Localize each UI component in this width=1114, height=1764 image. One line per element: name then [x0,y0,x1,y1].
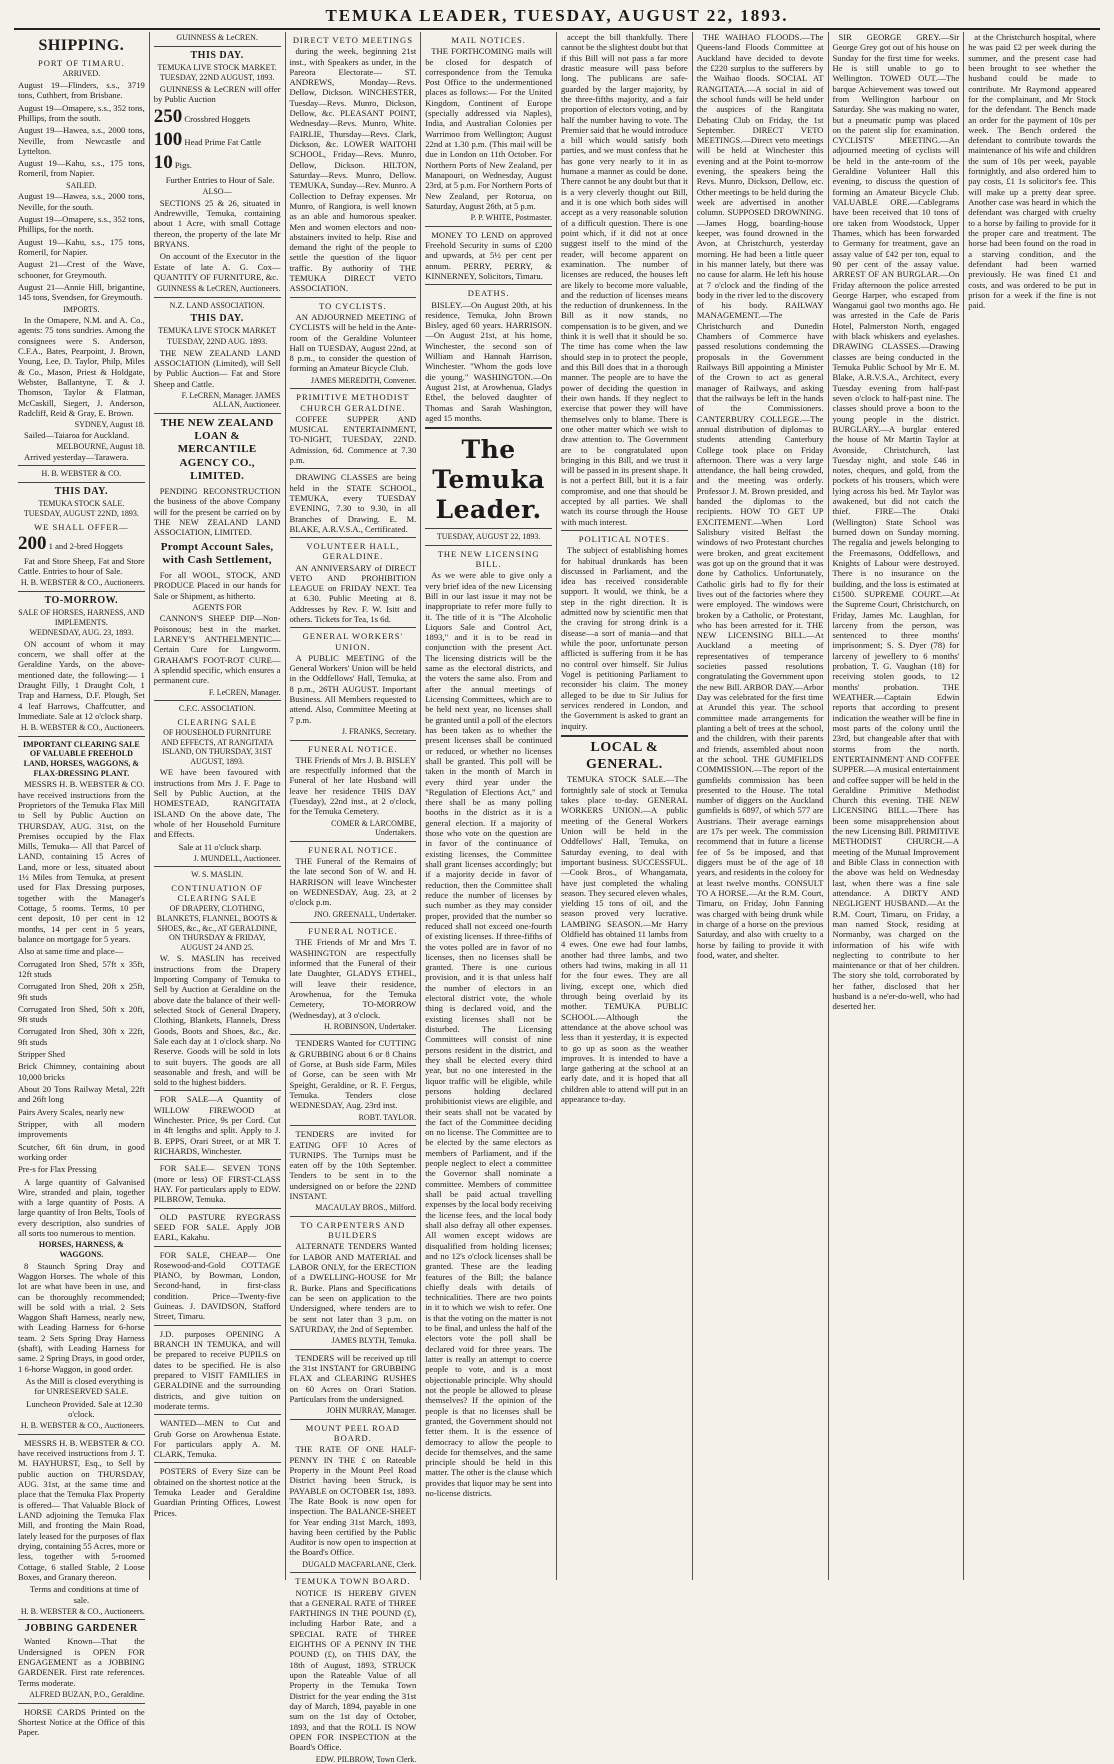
cyclists-heading: TO CYCLISTS. [319,300,387,311]
sale-item-9: Stripper, with all modern improvements [18,1118,145,1140]
maslin-text: W. S. MASLIN has received instructions from the Drapery Importing Company of Temuka to Sell by Auction at Geraldine on the above date the balance of their well-selected Stock of General Drapery, Clothing, Blankets, Flannels, Dress Goods, Boots and Shoes, &c., &c. Sale each day at 1 o'clock sharp. No Reserve. Goods will be sold in lots to suit buyers. The goods are all seasonable and fresh, and will be sold to the highest bidders. [153,953,281,1088]
firm-signature-1: H. B. WEBSTER & CO., Auctioneers. [20,578,145,588]
continuation-heading: CONTINUATION OF CLEARING SALE [171,883,263,904]
sale-item-5: Stripper Shed [18,1049,66,1060]
carpenters-text: ALTERNATE TENDERS Wanted for LABOR AND MATERIAL and LABOR ONLY, for the ERECTION of a DWELLING-HOUSE for Mr R. Burke. Plans and Specifications can be seen on application to the Undersigned, where tenders are to be sent not later than 3 p.m. on SATURDAY, the 2nd of September. [289,1241,417,1334]
also-2: ALSO— [202,187,232,197]
local-text: TEMUKA STOCK SALE.—The fortnightly sale of stock at Temuka takes place to-day. GENERAL WORKERS UNION.—A public meeting of the General Workers Union will be held in the Oddfellows' Hall, Temuka, on Saturday evening, to deal with important business. SUCCESSFUL.—Cook Bros., of Whangamata, have just completed the whaling season. They secured eleven whales, yielding 15 tons of oil, and the season proved very lucrative. LAMBING SEASON.—Mr Harry Oldfield has obtained 11 lambs from 4 ewes. One ewe had four lambs, another had three lambs, and two others had twins, making in all 11 for the four ewes. They are all living, except one, which died through being overlaid by its mother. TEMUKA PUBLIC SCHOOL.—Although the attendance at the above school was less than it yesterday, it is expected to go up as soon as the weather improves. It is intended to have a large gathering at the school at an early date, and it is hoped that all children able to attend will put in an appearance to-day. [561,774,688,1105]
firm-signature-3: H. B. WEBSTER & CO., Auctioneers. [20,1421,145,1431]
this-day-3: THIS DAY. [190,313,244,325]
funeral3-text: THE Friends of Mr and Mrs T. WASHINGTON are respectfully informed that the Funeral of their late Daughter, GLADYS ETHEL, will leave their residence, Arowhenua, for the Temuka Cemetery, TO-MORROW (Wednesday), at 3 o'clock. [289,937,417,1020]
arrived-heading: ARRIVED. [62,69,101,79]
gl-signature: GUINNESS & LeCREN, Auctioneers. [156,284,281,294]
tenders2-text: TENDERS are invited for EATING OFF 10 Acres of TURNIPS. The Turnips must be eaten off by the 10th September. Tenders to be sent in to the undersigned on or before the 22ND INSTANT. [289,1129,417,1202]
mill-closed: As the Mill is closed everything is for UNRESERVED SALE. [25,1376,144,1397]
peel-text: THE RATE OF ONE HALF-PENNY IN THE £ on Rateable Property in the Mount Peel Road District having been Struck, is PAYABLE on OCTOBER 1st, 1893. The Rate Book is now open for inspection. The BALANCE-SHEET for Year ending 31st March, 1893, having been certified by the Public Auditor is now open to inspection at the Board's Office. [289,1444,417,1558]
coffee-text: COFFEE SUPPER AND MUSICAL ENTERTAINMENT, TO-NIGHT, TUESDAY, 22ND. Admission, 6d. Commence at 7.30 p.m. [289,413,417,465]
sale-item-10: Scutcher, 6ft 6in drum, in good working order [18,1141,145,1162]
mail-signature: P. P. WHITE, Postmaster. [470,213,552,223]
town-signature: EDW. PILBROW, Town Clerk. [315,1754,417,1764]
gl-intro: GUINNESS & LeCREN will offer by Public Auction [153,83,281,105]
clearing-sub: OF HOUSEHOLD FURNITURE AND EFFECTS, AT RANGITATA ISLAND, ON THURSDAY, 31ST AUGUST, 1893. [160,727,274,766]
gorse-ad: WANTED—MEN to Cut and Grub Gorse on Arowhenua Estate. For particulars apply A. M. CLARK, Temuka. [153,1418,281,1460]
deaths-heading: DEATHS. [467,288,510,299]
sailing-5: August 21—Annie Hill, brigantine, 145 tons, Svendsen, for Greymouth. [18,281,145,303]
column-4 [421,32,557,1580]
agents-text: CANNON'S SHEEP DIP—Non-Poisonous; best in the market. LARNEY'S ANTHELMENTIC—Certain Cure for Lungworm. GRAHAM'S FOOT-ROT CURE—A splendid specific, which ensures a permanent cure. [153,613,281,686]
imports-heading: IMPORTS. [63,304,100,314]
local-news-col8: at the Christchurch hospital, where he was paid £2 per week during the summer, and the present case had been brought to see whether the husband could be made to contribute. Mr Raymond appeared for the complainant, and Mr Stock for the defendant. The Bench made an order for the payment of 10s per week. The Bench ordered the defendant to contribute towards the maintenance of his wife and children the sum of 10s per week, payable fortnightly, and also ordered him to pay costs, £1 1s solicitor's fee. This will make up a pretty dear spree. Another case was heard in which the defendant was charged with cruelty to a horse by failing to provide for it the proper care and treatment. The horse had been found on the road in a starving condition, and the defendant had been warned previously. He was fined £1 and costs, and was ordered to be put in prison for a week if the fine is not paid. [968,32,1096,311]
also-line: Also at same time and place— [18,946,124,957]
sailing-1: August 19—Hawea, s.s., 2000 tons, Neville, for the south. [18,191,145,212]
arrival-1: August 19—Flinders, s.s., 3719 tons, Cuthbert, from Brisbane. [18,79,145,101]
sailing-2: August 19—Omapere, s.s., 352 tons, Phillips, for the north. [18,214,145,235]
flax-text: TENDERS will be received up till the 31st INSTANT for GRUBBING FLAX and CLEARING RUSHES on 60 Acres on Orari Station. Particulars from the undersigned. [289,1352,417,1405]
political-heading: POLITICAL NOTES. [578,534,670,544]
agents-signature: F. LeCREN, Manager. [208,687,281,697]
ryegrass-ad: OLD PASTURE RYEGRASS SEED FOR SALE. Apply JOB EARL, Kakahu. [153,1211,281,1243]
cfc-time: Sale at 11 o'clock sharp. [178,841,262,852]
funeral1-heading: FUNERAL NOTICE. [308,743,398,754]
column-2 [150,32,286,1580]
sailing-4: August 21—Crest of the Wave, schooner, for Greymouth. [18,259,145,280]
workers-signature: J. FRANKS, Secretary. [341,726,417,736]
mail-text: THE FORTHCOMING mails will be closed for despatch of correspondence from the Temuka Post Office to the undermentioned places as follows:— For the United Kingdom, Continent of Europe (specially addressed via Naples), India, and Australian Colonies per Warrimoo from Wellington; August 22nd at 1.30 p.m. (This mail will be due in London on 11th October. For Northern Ports of New Zealand, per Manapouri, on Wednesday, August 23rd, at 5 p.m. For Northern Ports of New Zealand, per Rotorua, on Saturday, August 26th, at 5 p.m. [425,46,552,211]
shipping-heading: SHIPPING. [38,37,125,54]
sale-item-2: Corrugated Iron Shed, 20ft x 25ft, 9ft studs [18,981,145,1002]
stock-sale-date: TUESDAY, AUGUST 22ND, 1893. [23,509,139,519]
local-news-col7: SIR GEORGE GREY.—Sir George Grey got out of his house on Sunday for the first time for weeks. He is still unable to go to Wellington. TOWED OUT.—The barque Achievement was towed out from Wellington harbour on Saturday. She was making no water, but a pneumatic pump was placed on the patent slip for examination. CYCLISTS' MEETING.—An adjourned meeting of cyclists will be held in the ante-room of the Geraldine Volunteer Hall this evening, to discuss the question of forming an Amateur Bicycle Club. VALUABLE ORE.—Cablegrams have been received that 10 tons of ore taken from Woodstock, Upper Thames, which has been forwarded to Germany for treatment, gave an assay value of £42 per ton, equal to 90 per cent of the assay value. ARREST OF AN BURGLAR.—On Friday afternoon the police arrested George Harper, who escaped from Wanganui gaol two months ago. He was arrested in the Cafe de Paris Hotel, Palmerston North, engaged with black whiskers and eyelashes. DRAWING CLASSES.—Drawing classes are being conducted in the Temuka Public School by Mr E. M. Blake, A.R.V.S.A., Architect, every Tuesday evening from half-past seven o'clock to half-past nine. The classes should prove a boon to the young people in the district. BURGLARY.—A burglar entered the house of Mr Martin Taylor at Avonside, Christchurch, last Tuesday night, and stole £46 in notes, cheques, and gold, from the pockets of his trousers, which were lying across his bed. Mr Taylor was awakened, but did not catch the thief. FIRE—The Otaki (Wellington) State School was burned down on Sunday morning. The regalia and jewels belonging to the Freemasons, Oddfellows, and Knights of Labour were destroyed. There is no insurance on the building, and the loss is estimated at £1500. SUPREME COURT.—At the Supreme Court, Christchurch, on Friday, James Mc. Laughlan, for larceny from the person, was sentenced to three months' imprisonment; S. S. Dyer (78) for larceny of jewellery to 6 months' probation, T. G. Vaughan (18) for receiving stolen goods, to 12 months' probation. THE WEATHER.—Captain Edwin reports that according to present indication the weather will be fine in most parts of the colony until the 23rd, but changeable after that with storms from the north. ENTERTAINMENT AND COFFEE SUPPER.—A musical entertainment and coffee supper will be held in the Geraldine Primitive Methodist Church this evening. THE NEW LICENSING BILL.—There has been some misapprehension about the new Licensing Bill. PRIMITIVE METHODIST CHURCH.—A meeting of the Mutual Improvement and Bible Class in connection with the above was held on Wednesday last, when there was a fine sale attendance. A DIRTY AND NEGLIGENT HUSBAND.—At the R.M. Court, Timaru, on Friday, a man named Stock, residing at Normanby, was charged on the information of his wife with neglecting to contribute to her maintenance or that of her children. The story she told, corroborated by her father, disclosed that her husband is a ne'er-do-well, who had deserted her. [832,32,960,1012]
sale-horses-heading: SALE OF HORSES, HARNESS, AND IMPLEMENTS. [18,608,145,627]
bill-text: As we were able to give only a very brief idea of the new Licensing Bill in our last issue it may not be inappropriate to refer more fully to it. The title of it is "The Alcoholic Liquors Sale and Control Act, 1893," and it is to be read in conjunction with the present Act. The licensing districts will be the same as the electoral districts, and the voters the same also. From and after the annual meetings of Licensing Committees, which are to be held next year, no licenses shall be granted until a poll of the electors has been taken as to whether the present licenses shall be continued or reduced, or whether no licenses shall be granted. This poll will be taken in the month of March in every third year under the "Regulation of Elections Act," and there shall be as many polling booths in the district as it is a general election. If a majority of those who vote on the question are in favor of the continuance of existing licenses, the Committee shall grant licenses accordingly; but if a majority decide in favor of reduction, then the Committee shall reduce the number of licenses by such number as they may consider proper, provided that the number so reduced shall not exceed one-fourth of existing licenses. If three-fifths of the votes polled are in favor of no licenses, then no licenses shall be granted. There is one curious provision, and it is that unless half the number of electors in an electoral district vote, the whole thing is declared void, and the existing licenses shall not be disturbed. The Licensing Committees will consist of nine persons resident in the district, and they shall be elected every third year, but no one interested in the liquor traffic will be eligible, while persons holding declared prohibitionist views are eligible, and their seats shall not be vacated by the fact of the Committee deciding on no license. The Committee are to be elected by the same electors as members of Parliament, and if the people neglect to elect a committee the Governor shall nominate a committee. Members of committee shall be paid actual travelling expenses by the local body receiving the license fees, and the local body shall also defray all other expenses. All women except widows are disqualified from holding licenses; and no 12's o'clock licenses shall be granted. These are the leading features of the Bill; the balance chiefly deals with details of technicalities. There are two points in it to which we wish to refer. One is that the voting on the matter is not to be final, and unless the half of the electors vote the poll shall be declared void for three years. The latter is really an attempt to coerce people to vote, and is a most objectionable principle. Why should not the people be allowed to please themselves? If the opinion of the people is that no licenses shall be granted, the Government should not fetter them. It is the essence of democracy to allow the people to decide for themselves, and the same principle should be held in this matter. The other is the clause which provides that liquor may be sent into no-license districts. [425,570,552,1499]
sale-item-1: Corrugated Iron Shed, 57ft x 35ft, 12ft studs [18,958,145,979]
bill-heading: THE NEW LICENSING BILL. [437,548,540,570]
continuation-sub: OF DRAPERY, CLOTHING, BLANKETS, FLANNEL, BOOTS & SHOES, &c., &c., AT GERALDINE, ON THURSDAY & FRIDAY, AUGUST 24 AND 25. [156,904,278,952]
melbourne-dateline: MELBOURNE, August 18. [56,442,145,452]
further-entries: Further Entries to Hour of Sale. [165,174,275,185]
arrival-3: August 19—Hawea, s.s., 2000 tons, Neville, from Newcastle and Lyttelton. [18,125,145,156]
clearing-heading: CLEARING SALE [177,716,257,727]
imports-text: In the Omapere, N.M. and A. Co., agents: 75 tons sundries. Among the consignees were S. Anderson, C.F.A., Bates, Pearpoint, J. Brown, Young, Lee, D. Taylor, Philp, Miles & Co., Mason, Priest & Holdgate, Webster, Ballantyne, T. & J. Thomson, Taylor & Flatman, McCaskill, Siegert, J. Anderson, Radcliff, Reid & Gray, E. Brown. [18,315,145,418]
cfc-heading: C.F.C. ASSOCIATION. [178,704,256,714]
sale-item-6: Brick Chimney, containing about 10,000 bricks [18,1061,145,1082]
funeral1-signature: COMER & LARCOMBE, Undertakers. [331,818,417,838]
volunteer-heading: VOLUNTEER HALL, GERALDINE. [306,541,400,562]
column-5 [557,32,693,1580]
page-masthead: TEMUKA LEADER, TUESDAY, AUGUST 22, 1893. [325,6,789,25]
items-more: A large quantity of Galvanised Wire, stranded and plain, together with a large quantity of Posts. A large quantity of Iron Belts, Tools of every description, also sundries of all sorts too numerous to mention. [18,1176,145,1239]
executor-text: On account of the Executor in the Estate of late A. G. Cox— QUANTITY OF FURNITURE, &c. [153,251,281,282]
arrival-2: August 19—Omapere, s.s., 352 tons, Phillips, from the south. [18,102,145,123]
firm-signature-2: H. B. WEBSTER & CO., Auctioneers. [20,723,145,733]
workers-text: A PUBLIC MEETING of the General Workers' Union will be held in the Oddfellows' Hall, Temuka, at 8 p.m., 26TH AUGUST. Important Business. All Members requested to attend. Also, Committee Meeting at 7 p.m. [289,652,417,725]
we-shall-offer: WE SHALL OFFER— [34,521,129,532]
town-heading: TEMUKA TOWN BOARD. [295,1576,411,1587]
lot-3: 10 Pigs. [153,152,192,173]
piano-ad: FOR SALE, CHEAP— One Rosewood-and-Gold COTTAGE PIANO, by Bowman, London, Second-hand, in first-class condition. Price—Twenty-five Guineas. J. DAVIDSON, Stafford Street, Timaru. [153,1249,281,1322]
agents-heading: AGENTS FOR [192,602,242,612]
peel-heading: MOUNT PEEL ROAD BOARD. [305,1422,401,1444]
top-rule [14,28,1100,30]
posters-ad: POSTERS of Every Size can be obtained on the shortest notice at the Temuka Leader and Geraldine Guardian Printing Offices, Lowest Prices. [153,1466,281,1518]
sydney-text: Sailed—Taiaroa for Auckland. [24,429,130,440]
money-text: MONEY TO LEND on approved Freehold Security in sums of £200 and upwards, at 5½ per cent per annum. PERRY, PERRY, & KINNERNEY, Solicitors, Timaru. [425,229,552,282]
columns [14,32,1100,1764]
funeral2-signature: JNO. GREENALL, Undertaker. [313,909,417,919]
column-6 [693,32,829,1580]
luncheon: Luncheon Provided. Sale at 12.30 o'clock. [26,1398,143,1419]
funeral3-heading: FUNERAL NOTICE. [308,926,398,937]
cyclists-text: AN ADJOURNED MEETING of CYCLISTS will be held in the Ante-room of the Geraldine Volunteer Hall on TUESDAY, August 22nd, at 8 p.m., to consider the question of forming an Amateur Bicycle Club. [289,311,417,374]
jobbing-text: Wanted Known—That the Undersigned is OPEN FOR ENGAGEMENT as a JOBBING GARDENER. First rate references. Terms moderate. [18,1636,145,1688]
methodist-heading: PRIMITIVE METHODIST CHURCH GERALDINE. [296,392,410,413]
workers-heading: GENERAL WORKERS' UNION. [302,631,404,652]
sale-horses-date: WEDNESDAY, AUG. 23, 1893. [29,628,134,638]
column-8 [964,32,1100,1580]
market-heading: TEMUKA LIVE STOCK MARKET. [157,62,277,72]
nz-text: THE NEW ZEALAND LAND ASSOCIATION (Limited), will Sell by Public Auction— Fat and Store Sheep and Cattle. [153,347,281,389]
market2-heading: TEMUKA LIVE STOCK MARKET [158,326,277,336]
anniversary-text: AN ANNIVERSARY of DIRECT VETO AND PROHIBITION LEAGUE on FRIDAY NEXT. Tea at 6.30. Public Meeting at 8. Addresses by Rev. F. W. Isitt and others. Tickets for Tea, 1s 6d. [289,562,417,625]
political-text: The subject of establishing homes for habitual drunkards has been discussed in Parliament, and the idea has received considerable support. It would, we think, be a step in the right direction. It is admitted now by scientific men that the craving for strong drink is a disease—a sort of mania—and that while the poor, unfortunate person afflicted is suffering from it he has no control over himself. Sir Julius Vogel is petitioning Parliament to reconsider his claim. The money alleged to be due to Sir Julius for services rendered in London, and the Government is asked to grant an inquiry. [561,545,688,731]
market-date: TUESDAY, 22ND AUGUST, 1893. [159,73,275,83]
sale-item-7: About 20 Tons Railway Metal, 22ft and 26ft long [18,1084,145,1105]
this-day-heading: THIS DAY. [54,485,108,497]
flax-signature: JOHN MURRAY, Manager. [326,1406,417,1416]
hay-ad: FOR SALE— SEVEN TONS (more or less) OF FIRST-CLASS HAY. For particulars apply to EDW. PILBROW, Temuka. [153,1163,281,1205]
peel-signature: DUGALD MACFARLANE, Clerk. [302,1559,417,1569]
this-day-2: THIS DAY. [190,49,244,61]
tomorrow-heading: TO-MORROW. [44,595,119,607]
horses-text: 8 Staunch Spring Dray and Waggon Horses. The whole of this lot are what have been in use, and can be thoroughly recommended; will be sold with a trial. 2 Sets Waggon Shaft Harness, nearly new, with Leading Harness for 6-horse team. 2 Sets Spring Dray Harness (shaft), with Leading Harness for same. 2 Spring Drays, in good order, 1 6-horse Waggon, in good order. [18,1260,145,1374]
local-heading: LOCAL & GENERAL. [586,739,663,772]
farm-text: MESSRS H. B. WEBSTER & CO. have received instructions from J. T. M. HAYHURST, Esq., to Sell by public auction on THURSDAY, AUG. 31st, at the same time and place that the Temuka Flax Property is offered— That Valuable Block of LAND adjoining the Temuka Flax Mill, and fronting the Main Road, lately leased for the purposes of flax drying, containing 55 Acres, more or less, together with 5-roomed Cottage, 6 stalled Stable, 2 Loose Boxes, and Granary thereon. [18,1437,145,1582]
jobbing-heading: JOBBING GARDENER [25,1623,138,1635]
prompt-heading: Prompt Account Sales, with Cash Settlement, [160,540,274,566]
offer-number: 200 [18,533,47,554]
market2-date: TUESDAY, 22ND AUG. 1893. [167,336,268,346]
cfc-text: WE have been favoured with instructions from Mrs J. F. Page to Sell by Public Auction, at the HOMESTEAD, RANGITATA ISLAND On the above date, The whole of her Household Furniture and Effects. [153,767,281,840]
lot-2: 100 Head Prime Fat Cattle [153,129,262,151]
jobbing-name: ALFRED BUZAN, P.O., Geraldine. [29,1690,145,1700]
cfc-signature: J. MUNDELL, Auctioneer. [193,853,281,863]
tenders1-text: TENDERS Wanted for CUTTING & GRUBBING about 6 or 8 Chains of Gorse, at Bush side Farm, Miles of Gorse, can be seen with Mr Speight, Geraldine, or R. F. Fergus, Temuka. Tenders close WEDNESDAY, Aug. 23rd inst. [289,1038,417,1111]
tenders2-signature: MACAULAY BROS., Milford. [315,1203,417,1213]
carpenters-signature: JAMES BLYTH, Temuka. [331,1336,417,1346]
column-7 [829,32,965,1580]
loan-heading: THE NEW ZEALAND LOAN & MERCANTILE AGENCY CO., LIMITED. [160,417,274,482]
offer-more: Fat and Store Sheep, Fat and Store Cattle. Entries to hour of Sale. [18,555,145,577]
terms: Terms and conditions at time of sale. [29,1584,139,1605]
melbourne-text: Arrived yesterday—Tarawera. [24,451,129,462]
clearing-sale-text: MESSRS H. B. WEBSTER & CO. have received instructions from the Proprietors of the Temuka Flax Mill to Sell by Public Auction on THURSDAY, AUG. 31st, on the Premises occupied by the Flax Mills, Temuka— All that Parcel of LAND, containing 15 Acres of Land, more or less, situated about 1½ Miles from Temuka, at present used for Flax Dressing purposes, together with the Manager's Cottage, 5 rooms. Terms, 10 per cent deposit, 10 per cent in 12 months, 14 per cent in 5 years, balance on mortgage for 5 years. [18,779,145,944]
sailing-3: August 19—Kahu, s.s., 175 tons, Romeril, for Napier. [18,236,145,257]
nz-assoc-heading: N.Z. LAND ASSOCIATION. [169,300,265,310]
branch-ad: J.D. purposes OPENING A BRANCH IN TEMUKA, and will be prepared to receive PUPILS on dates to be specified. He is also prepared to VISIT FAMILIES in GERALDINE and the surrounding districts, and give tuition on moderate terms. [153,1328,281,1411]
sale-item-11: Pre-s for Flax Pressing [18,1164,97,1175]
sale-item-4: Corrugated Iron Shed, 30ft x 22ft, 9ft studs [18,1026,145,1047]
willow-ad: FOR SALE—A Quantity of WILLOW FIREWOOD at Winchester. Price, 9s per Cord. Cut in 4ft lengths and split. Apply to J. B. EPPS, Orari Street, or at MR T. RICHARDS, Winchester. [153,1094,281,1157]
mail-heading: MAIL NOTICES. [451,35,526,45]
tenders1-signature: ROBT. TAYLOR. [358,1112,417,1122]
maslin-heading: W. S. MASLIN. [191,870,244,880]
bill-continued: accept the bill thankfully. There cannot be the slightest doubt but that if this Bill will not pass a far more drastic measure will pass before long. The publicans are safe-guarded by the larger majority, by the three-fifths majority, and a fair proportion of electors voting, and by half the number having to vote. The Premier said that he would introduce a bill which would satisfy both parties, and we must confess that he has gone very nearly to it in as humane a manner as could be done. There cannot be any doubt but that it is a very cleverly thought out Bill, and it is one which both sides will accept as a very reasonable solution of a difficult question. There is one point which, if it did not at once suggest itself to the mind of the reader, will become apparent on examination. The number of licenses are reduced, the houses left are likely to become more valuable, and the reduction of licenses means the reduction of drunkenness. In the Bill as it now stands, no compensation is to be given, and we think it is well that it should be so. The time has come when the law should step in to protect the people, and this Bill does that in a thorough manner. The people are to have the power of deciding the question in their own hands. If they neglect to exercise that power they will have themselves only to blame. There is one other matter which we wish to draw attention to. The Government are to be congratulated upon bringing in this Bill, and we trust it will be passed in its present shape. It is not a perfect Bill, but it is a fair compromise, and one that should be accepted by all parties. We shall watch its course through the House with much interest. [561,32,688,527]
guinness-heading: GUINNESS & LeCREN. [176,33,258,42]
clearing-sale-heading: IMPORTANT CLEARING SALE OF VALUABLE FREEHOLD LAND, HORSES, WAGGONS, & FLAX-DRESSING PLANT. [22,739,140,778]
local-news-continued: THE WAIHAO FLOODS.—The Queens-land Floods Committee at Auckland have decided to devote the £220 surplus to the sufferers by the Waihao floods. SOCIAL AT RANGITATA.—A social in aid of the school funds will be held under the auspices of the Rangitata Debating Club on Friday, the 1st September. DIRECT VETO MEETINGS.—Direct veto meetings will be held at Winchester this evening and at the Point to-morrow evening, the speakers being the Revs. Munro, Dickson, Dellow, etc. Other meetings to be held during the week are advertised in another column. SUPPOSED DROWNING.—James Hogg, boarding-house keeper, was found drowned in the Avon, at Christchurch, yesterday morning. He had been a little queer in his manner lately, but there was no cause for alarm. He left his house at 7 o'clock and the finding of the body in the river led to the discovery of his body. RAILWAY MANAGEMENT.—The Christchurch and Dunedin Chambers of Commerce have passed resolutions condemning the proposals in the Government Railways Bill appointing a Minister of the Crown to act as general manager of Railways, and asking that the railways be left in the hands of the Commissioners. CANTERBURY COLLEGE.—The annual distribution of diplomas to students attending Canterbury College took place on Friday afternoon. There was a very large attendance, the hall being crowded, and the meeting was orderly. Professor J. M. Brown presided, and handed the diplomas to the recipients. HOW TO GET UP EXCITEMENT.—When Lord Salisbury visited Belfast the windows of two Protestant churches were broken, and great excitement was got up on the ground that it was done by Catholics. Unfortunately, Catholic girls had to fly for their lives out of the factories where they were employed. The windows were broken by a Catholic, or Protestant, who has been arrested for it. THE NEW LICENSING BILL.—At Auckland a meeting of representatives of temperance societies passed resolutions congratulating the Government upon the new Bill. ARBOR DAY.—Arbor Day was celebrated for the first time at Arundel this year. The school committee made arrangements for planting a belt of trees at the school, and the children, with their parents and friends, assembled about noon at the school. THE GUMFIELDS COMMISSION.—The report of the gumfields commission has been presented to the House. The total number of diggers on the Auckland gumfields is 6897, of which 577 are Austrians. Their average earnings are 17s per week. The commission recommend that in future a license fee of 5s be imposed, and that diggers must be of the age of 18 years, and residents in the colony for at least twelve months. CONSULT TO A HORSE.—At the R.M. Court, Timaru, on Friday, John Fanning was charged with being drunk while in charge of a horse on the previous Saturday, and also with cruelty to a horse by failing to provide it with food, water, and shelter. [696,32,824,960]
lot-1: 250 Crossbred Hoggets [153,106,251,128]
offer-text: 1 and 2-bred Hoggets [48,541,123,551]
pending-text: PENDING RECONSTRUCTION the business of the above Company will for the present be carried on by THE NEW ZEALAND LAND ASSOCIATION, LIMITED. [153,485,281,538]
funeral3-signature: H. ROBINSON, Undertaker. [324,1021,417,1031]
paper-masthead: The Temuka Leader. [432,435,546,525]
column-1 [14,32,150,1738]
horse-cards: HORSE CARDS Printed on the Shortest Notice at the Office of this Paper. [18,1706,145,1738]
carpenters-heading: TO CARPENTERS AND BUILDERS [300,1220,406,1241]
funeral2-text: THE Funeral of the Remains of the late second Son of W. and H. HARRISON will leave Winchester on WEDNESDAY, Aug. 23, at 2 o'clock p.m. [289,856,417,908]
sections-text: SECTIONS 25 & 26, situated in Andrewville, Temuka, containing about 1 Acre, with small Cottage thereon, the property of the late Mr BRYANS. [153,197,281,249]
town-text: NOTICE IS HEREBY GIVEN that a GENERAL RATE of THREE FARTHINGS IN THE POUND (£), including Harbor Rate, and a SPECIAL RATE of THREE EIGHTHS OF A PENNY IN THE POUND (£), on THIS DAY, the 18th of August, 1893, STRUCK upon the Rateable Value of all Property in the Temuka Town District for the year ending the 31st day of March, 1894, payable in one sum on the 1st day of October, 1893, and that the ROLL IS NOW OPEN FOR INSPECTION at the Board's Office. [289,1587,417,1753]
sailed-heading: SAILED. [66,180,97,190]
deaths-text: BISLEY.—On August 20th, at his residence, Temuka, John Brown Bisley, aged 60 years. HARRISON.—On August 21st, at his home, Winchester, the second son of William and Hannah Harrison, Winchester. "Whom the gods love die young." WASHINGTON.—On August 21st, at Arowhenua, Gladys Ethel, the beloved daughter of Thomas and Sarah Washington, aged 15 months. [425,299,552,423]
horses-heading: HORSES, HARNESS, & WAGGONS. [38,1240,124,1259]
firm-signature-4: H. B. WEBSTER & CO., Auctioneers. [20,1606,145,1616]
column-3 [286,32,422,1764]
sydney-dateline: SYDNEY, August 18. [74,420,145,430]
port-heading: PORT OF TIMARU. [38,58,125,69]
funeral2-heading: FUNERAL NOTICE. [308,844,398,855]
veto-heading: DIRECT VETO MEETINGS [292,35,413,45]
firm-name: H. B. WEBSTER & CO. [41,469,122,479]
sale-item-8: Pairs Avery Scales, nearly new [18,1106,125,1117]
sale-horses-text: ON account of whom it may concern, we shall offer at the Geraldine Yards, on the above-mentioned date, the following:— 1 Draught Filly, 1 Draught Colt, 1 Trap and Harness, D.F. Plough, Set 4 leaf Harrows, Chaffcutter, and Immediate. Sale at 12 o'clock sharp. [18,638,145,721]
nz-signature: F. LeCREN, Manager. JAMES ALLAN, Auctioneer. [181,390,281,410]
stock-sale-heading: TEMUKA STOCK SALE. [38,498,125,508]
prompt-text: For all WOOL, STOCK, AND PRODUCE Placed in our hands for Sale or Shipment, as hitherto. [153,569,281,601]
drawing-text: DRAWING CLASSES are being held in the STATE SCHOOL, TEMUKA, every TUESDAY EVENING, 7.30 to 9.30, in all Branches of Drawing. E. M. BLAKE, A.R.V.S.A., Certificated. [289,472,417,534]
arrival-4: August 19—Kahu, s.s., 175 tons, Romeril, from Napier. [18,158,145,179]
paper-dateline: TUESDAY, AUGUST 22, 1893. [436,532,541,542]
sale-item-3: Corrugated Iron Shed, 50ft x 20ft, 9ft studs [18,1003,145,1025]
cyclists-signature: JAMES MEREDITH, Convener. [310,375,417,385]
funeral1-text: THE Friends of Mrs J. B. BISLEY are respectfully informed that the Funeral of her late Husband will leave her residence THIS DAY (Tuesday), 22nd inst., at 2 o'clock, for the Temuka Cemetery. [289,754,417,817]
veto-text: during the week, beginning 21st inst., with Speakers as under, in the Pareora Electorate— ST. ANDREWS, Monday—Revs. Dellow, Dickson. WINCHESTER, Tuesday—Revs. Munro, Dickson, Dellow, &c. PLEASANT POINT, Wednesday—Revs. Munro, White. FAIRLIE, Thursday—Revs. Clark, Dickson, &c. LOWER WAITOHI SCHOOL, Friday—Revs. Munro, Dellow, Dickson. HILTON, Saturday—Revs. Munro, Dellow. TEMUKA, Sunday—Rev. Munro. A Collection to Defray expenses. Mr Munro, of Rangiora, is well known as an able and humorous speaker. Men and women electors and non-abstainers invited to help. Rise and demand the right of the people to settle the question of the liquor traffic. By authority of THE TEMUKA DIRECT VETO ASSOCIATION. [289,46,417,294]
